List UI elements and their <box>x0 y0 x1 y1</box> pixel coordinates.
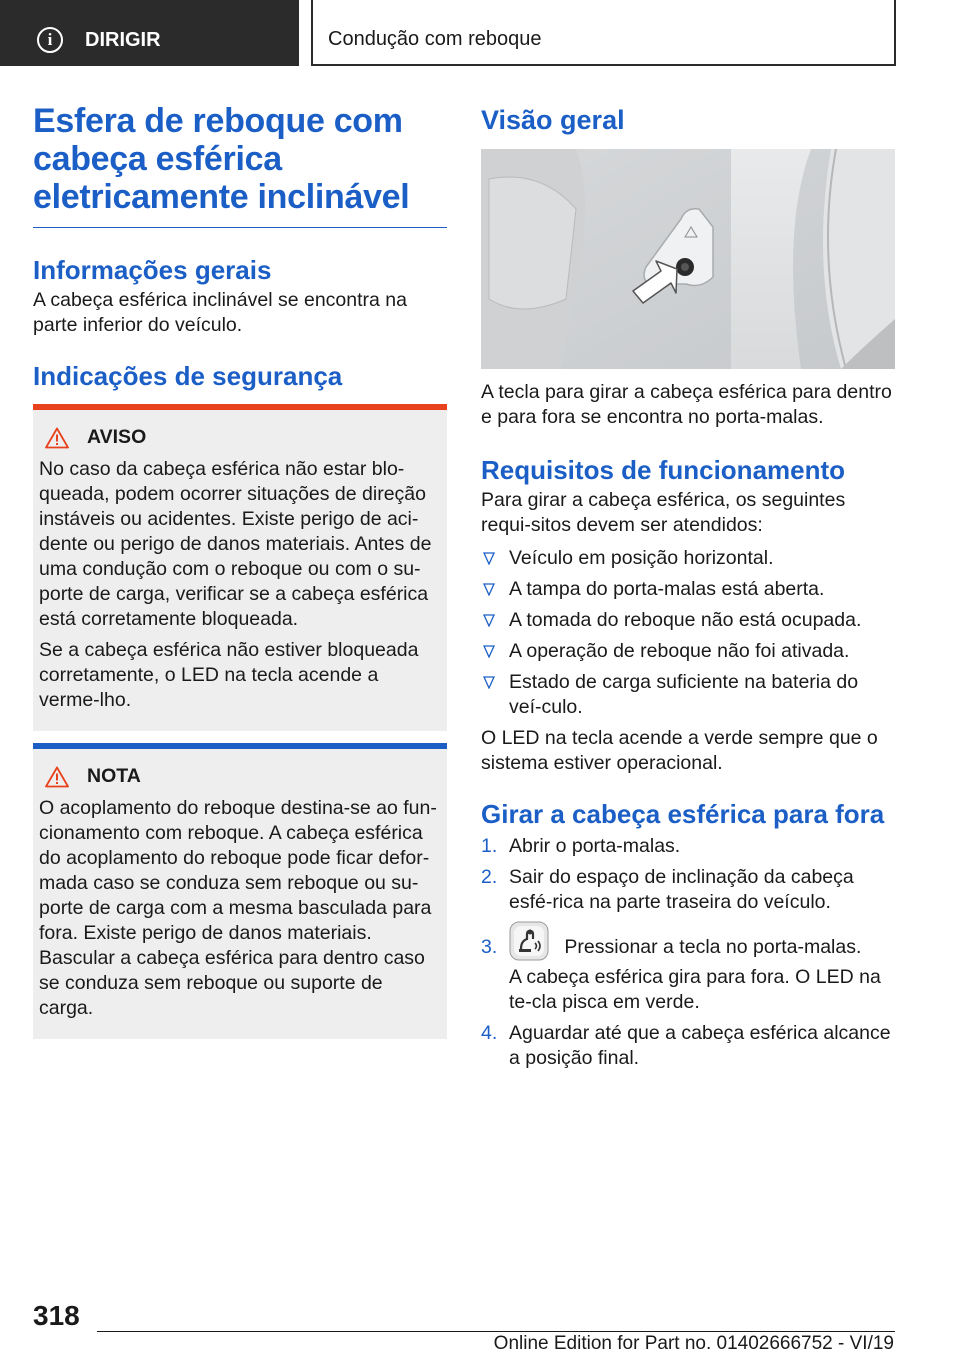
page-title-line: Esfera de reboque com <box>33 102 403 140</box>
header-chapter-title: Condução com reboque <box>328 28 542 50</box>
towbar-button-icon <box>509 921 549 961</box>
page-title-line: cabeça esférica <box>33 140 282 178</box>
list-item <box>481 670 895 720</box>
swing-out-steps <box>481 834 895 1071</box>
general-info-text: A cabeça esférica inclinável se encontra na parte inferior do veículo. <box>33 289 407 336</box>
warning-paragraph: Se a cabeça esférica não estiver bloqueada corretamente, o LED na tecla acende a verme-lho. <box>39 639 419 711</box>
header-section-tab <box>0 0 299 66</box>
safety-heading: Indicações de segurança <box>33 361 343 391</box>
general-info-heading: Informações gerais <box>33 255 272 285</box>
list-item-text: A operação de reboque não foi ativada. <box>509 640 850 662</box>
step-item <box>481 935 895 1015</box>
note-label: NOTA <box>87 765 141 787</box>
trunk-button-photo <box>481 149 895 369</box>
list-item-text: A tampa do porta-malas está aberta. <box>509 578 825 600</box>
step-text: Sair do espaço de inclinação da cabeça esfé-rica na parte traseira do veículo. <box>509 866 854 913</box>
left-column <box>33 102 447 1039</box>
note-box <box>33 743 447 1039</box>
step-text: Pressionar a tecla no porta-malas. <box>564 936 862 959</box>
step-number: 1. <box>481 835 498 857</box>
footer-edition: Online Edition for Part no. 01402666752 - VI/19 <box>493 1333 894 1354</box>
note-header <box>39 765 437 788</box>
step-number: 3. <box>481 936 498 958</box>
step-number: 4. <box>481 1022 498 1044</box>
step-result-text: A cabeça esférica gira para fora. O LED na te-cla pisca em verde. <box>509 966 881 1013</box>
page-title-line: eletricamente inclinável <box>33 178 410 216</box>
step-item <box>481 1021 895 1071</box>
step-item <box>481 865 895 915</box>
list-item-text: Veículo em posição horizontal. <box>509 547 774 569</box>
info-icon: i <box>37 27 63 53</box>
warning-header <box>39 426 437 449</box>
triangle-bullet-icon <box>483 676 495 689</box>
list-item <box>481 577 895 602</box>
requirements-list <box>481 546 895 720</box>
list-item-text: A tomada do reboque não está ocupada. <box>509 609 862 631</box>
list-item <box>481 608 895 633</box>
list-item <box>481 546 895 571</box>
step-text: Abrir o porta-malas. <box>509 835 681 857</box>
page-title <box>33 102 447 216</box>
step-number: 2. <box>481 866 498 888</box>
requirements-heading: Requisitos de funcionamento <box>481 455 846 485</box>
right-column <box>481 102 895 1077</box>
page-number: 318 <box>33 1300 80 1331</box>
triangle-bullet-icon <box>483 645 495 658</box>
step-item <box>481 834 895 859</box>
triangle-bullet-icon <box>483 614 495 627</box>
title-divider <box>33 227 447 228</box>
requirements-outro: O LED na tecla acende a verde sempre que o sistema estiver operacional. <box>481 727 878 774</box>
header-section-title: DIRIGIR <box>85 29 161 51</box>
warning-box <box>33 404 447 731</box>
list-item-text: Estado de carga suficiente na bateria do veí-culo. <box>509 671 859 718</box>
triangle-bullet-icon <box>483 583 495 596</box>
footer-divider <box>97 1331 895 1332</box>
triangle-bullet-icon <box>483 552 495 565</box>
warning-label: AVISO <box>87 426 147 448</box>
overview-heading: Visão geral <box>481 105 625 135</box>
step-text: Aguardar até que a cabeça esférica alcance a posição final. <box>509 1022 891 1069</box>
warning-paragraph: No caso da cabeça esférica não estar blo-queada, podem ocorrer situações de direção instáveis ou acidentes. Existe perigo de aci-dente ou perigo de danos materiais. Antes de uma condução com o reboque ou com o su-porte de carga, verificar se a cabeça esférica está corretamente bloqueada. <box>39 458 432 630</box>
header-chapter-box <box>311 0 896 66</box>
requirements-intro: Para girar a cabeça esférica, os seguintes requi-sitos devem ser atendidos: <box>481 489 846 536</box>
note-paragraph: O acoplamento do reboque destina-se ao fun-cionamento com reboque. A cabeça esférica do acoplamento do reboque pode ficar defor-mada caso se conduza sem reboque ou su-porte de carga com a mesma basculada para fora. Existe perigo de danos materiais. Bascular a cabeça esférica para dentro caso se conduza sem reboque ou suporte de carga. <box>39 797 437 1019</box>
warning-triangle-icon <box>45 427 69 449</box>
caution-triangle-icon <box>45 766 69 788</box>
photo-caption: A tecla para girar a cabeça esférica para dentro e para fora se encontra no porta-malas. <box>481 381 892 428</box>
swing-out-heading: Girar a cabeça esférica para fora <box>481 799 885 829</box>
list-item <box>481 639 895 664</box>
